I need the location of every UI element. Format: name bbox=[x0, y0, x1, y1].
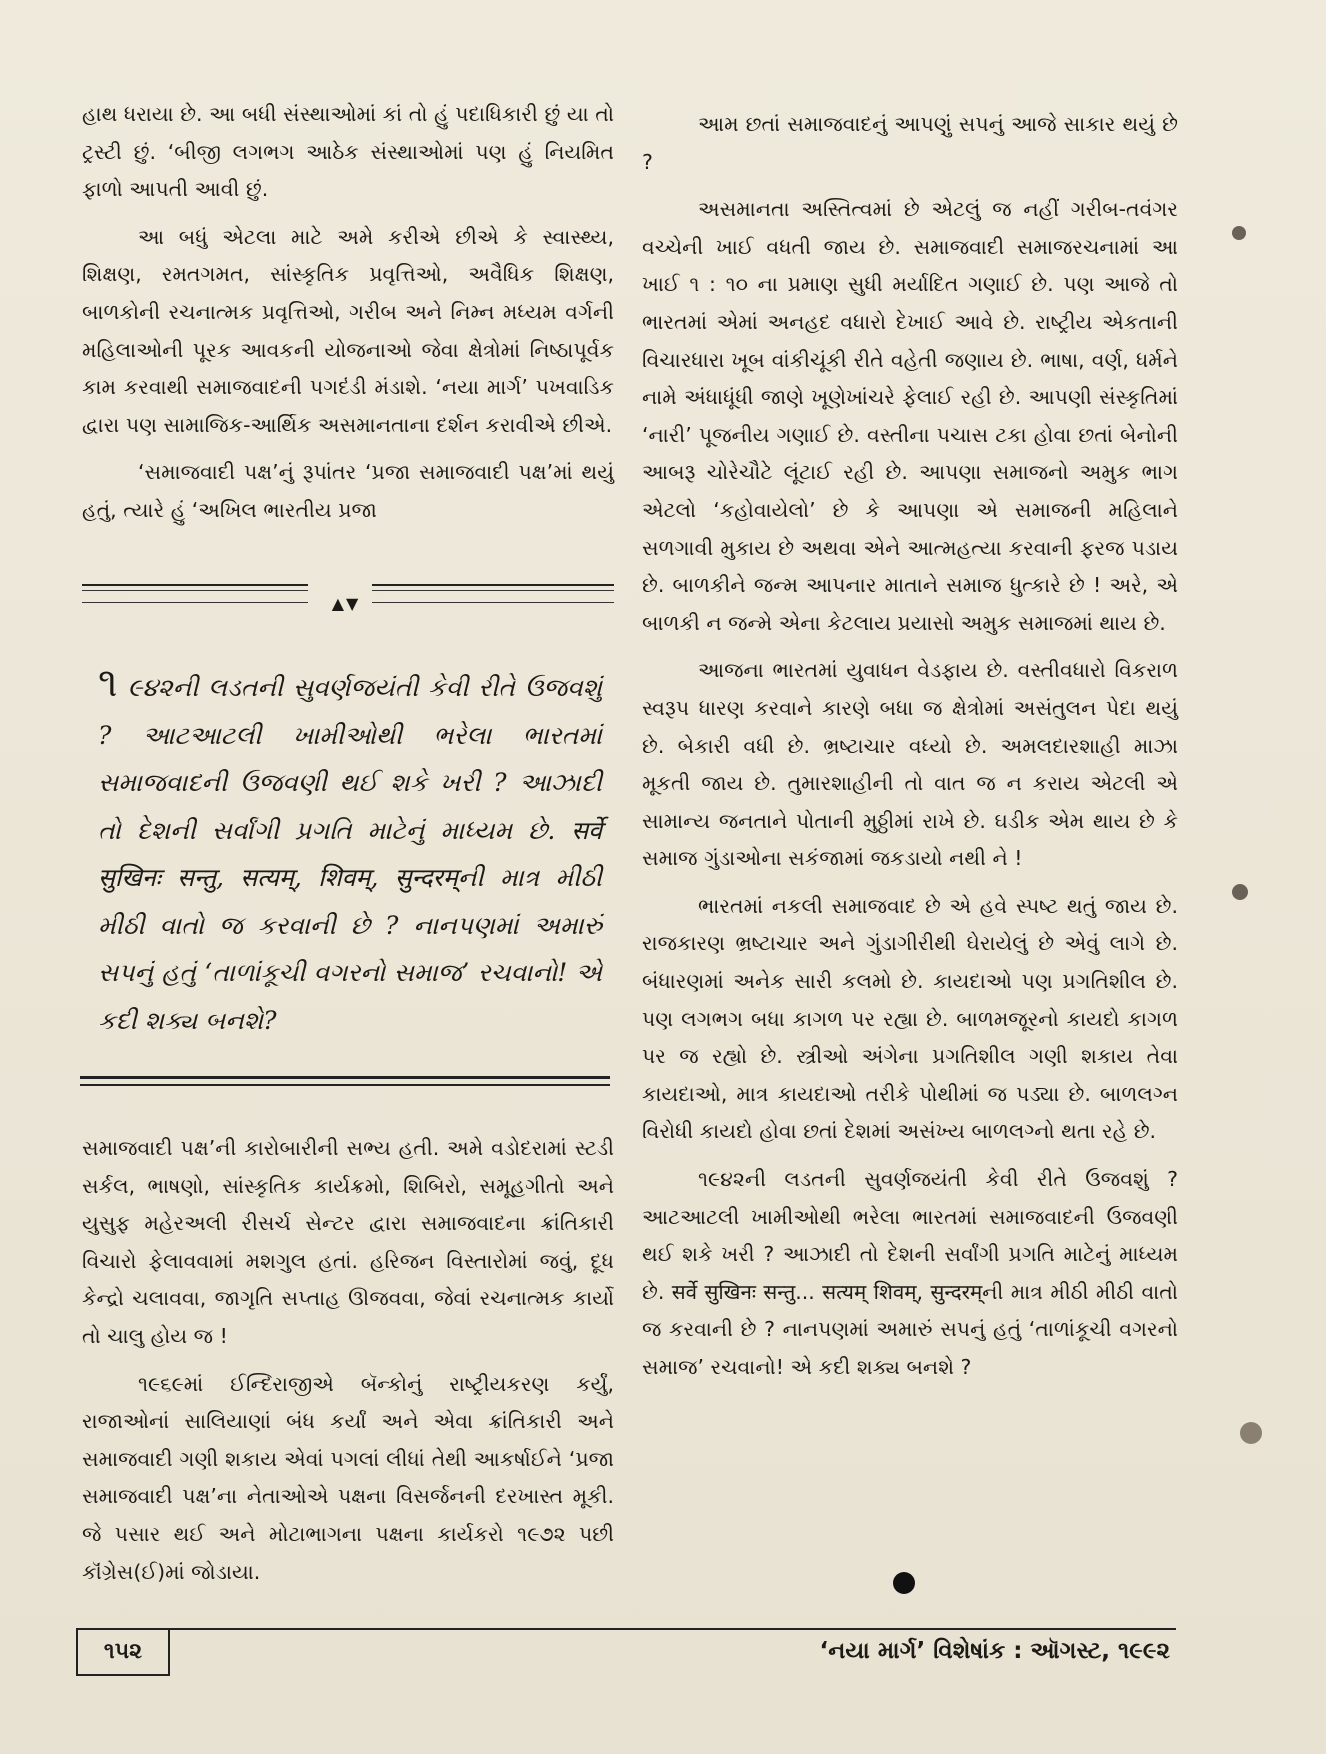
pull-quote-lead-digit: ૧ bbox=[98, 660, 118, 706]
right-paragraph-2: અસમાનતા અસ્તિત્વમાં છે એટલું જ નહીં ગરીબ-તવંગર વચ્ચેની ખાઈ વધતી જાય છે. સમાજવાદી સમાજરચનામાં આ ખાઈ ૧ : ૧૦ ના પ્રમાણ સુધી મર્યાદિત ગણાઈ છે. પણ આજે તો ભારતમાં એમાં અનહદ વધારો દેખાઈ આવે છે. રાષ્ટ્રીય એકતાની વિચારધારા ખૂબ વાંકીચૂંકી રીતે વહેતી જણાય છે. ભાષા, વર્ણ, ધર્મને નામે અંધાધૂંધી જાણે ખૂણેખાંચરે ફેલાઈ રહી છે. આપણી સંસ્કૃતિમાં ‘નારી’ પૂજનીય ગણાઈ છે. વસ્તીના પચાસ ટકા હોવા છતાં બેનોની આબરૂ ચોરેચૌટે લૂંટાઈ રહી છે. આપણા સમાજનો અમુક ભાગ એટલો ‘કહોવાયેલો’ છે કે આપણા એ સમાજની મહિલાને સળગાવી મુકાય છે અથવા એને આત્મહત્યા કરવાની ફરજ પડાય છે. બાળકીને જન્મ આપનાર માતાને સમાજ ધુત્કારે છે ! અરે, એ બાળકી ન જન્મે એના કેટલાય પ્રયાસો અમુક સમાજમાં થાય છે. bbox=[642, 197, 1178, 635]
paper-mark-1 bbox=[1232, 226, 1246, 240]
right-paragraph-1: આમ છતાં સમાજવાદનું આપણું સપનું આજે સાકાર થયું છે ? bbox=[642, 112, 1178, 174]
right-column bbox=[642, 106, 1178, 1397]
left-paragraph-3: ‘સમાજવાદી પક્ષ’નું રૂપાંતર ‘પ્રજા સમાજવાદી પક્ષ’માં થયું હતું, ત્યારે હું ‘અખિલ ભારતીય પ્રજા bbox=[82, 460, 614, 522]
divider-rule-right-lower bbox=[372, 602, 614, 603]
pull-quote-text: ૯૪૨ની લડતની સુવર્ણજયંતી કેવી રીતે ઉજવશું ? આટઆટલી ખામીઓથી ભરેલા ભારતમાં સમાજવાદની ઉજવણી થઈ શકે ખરી ? આઝાદી તો દેશની સર્વાંગી પ્રગતિ માટેનું માધ્યમ છે. सर्वे सुखिनः सन्तु, सत्यम्, शिवम्, सुन्दरम्ની માત્ર મીઠી મીઠી વાતો જ કરવાની છે ? નાનપણમાં અમારું સપનું હતું ‘તાળાંકૂચી વગરનો સમાજ’ રચવાનો! એ કદી શક્ય બનશે? bbox=[98, 673, 602, 1035]
right-paragraph-4: ભારતમાં નકલી સમાજવાદ છે એ હવે સ્પષ્ટ થતું જાય છે. રાજકારણ ભ્રષ્ટાચાર અને ગુંડાગીરીથી ઘેરાયેલું છે એવું લાગે છે. બંધારણમાં અનેક સારી કલમો છે. કાયદાઓ પણ પ્રગતિશીલ છે. પણ લગભગ બધા કાગળ પર રહ્યા છે. બાળમજૂરનો કાયદો કાગળ પર જ રહ્યો છે. સ્ત્રીઓ અંગેના પ્રગતિશીલ ગણી શકાય તેવા કાયદાઓ, માત્ર કાયદાઓ તરીકે પોથીમાં જ પડ્યા છે. બાળલગ્ન વિરોધી કાયદો હોવા છતાં દેશમાં અસંખ્ય બાળલગ્નો થતા રહે છે. bbox=[642, 893, 1178, 1144]
left-column-upper bbox=[82, 96, 614, 540]
right-paragraph-5: ૧૯૪૨ની લડતની સુવર્ણજયંતી કેવી રીતે ઉજવશું ? આટઆટલી ખામીઓથી ભરેલા ભારતમાં સમાજવાદની ઉજવણી થઈ શકે ખરી ? આઝાદી તો દેશની સર્વાંગી પ્રગતિ માટેનું માધ્યમ છે. सर्वे सुखिनः सन्तु... सत्यम् शिवम्, सुन्दरम्ની માત્ર મીઠી મીઠી વાતો જ કરવાની છે ? નાનપણમાં અમારું સપનું હતું ‘તાળાંકૂચી વગરનો સમાજ’ રચવાનો! એ કદી શક્ય બનશે ? bbox=[642, 1167, 1178, 1379]
paper-mark-2 bbox=[1232, 884, 1248, 900]
end-mark-bullet-icon bbox=[893, 1572, 915, 1594]
publication-title: ‘નયા માર્ગ’ વિશેષાંક : ઑગસ્ટ, ૧૯૯૨ bbox=[819, 1638, 1170, 1664]
quote-rule-top bbox=[80, 1076, 610, 1079]
left-paragraph-4: સમાજવાદી પક્ષ’ની કારોબારીની સભ્ય હતી. અમે વડોદરામાં સ્ટડી સર્કલ, ભાષણો, સાંસ્કૃતિક કાર્યક્રમો, શિબિરો, સમૂહગીતો અને યુસુફ મહેરઅલી રીસર્ચ સેન્ટર દ્વારા સમાજવાદના ક્રાંતિકારી વિચારો ફેલાવવામાં મશગુલ હતાં. હરિજન વિસ્તારોમાં જવું, દૂધ કેન્દ્રો ચલાવવા, જાગૃતિ સપ્તાહ ઊજવવા, જેવાં રચનાત્મક કાર્યો તો ચાલુ હોય જ ! bbox=[82, 1136, 614, 1348]
left-column-lower bbox=[82, 1130, 614, 1601]
footer-rule bbox=[76, 1628, 1176, 1630]
divider-rule-left-lower bbox=[82, 602, 308, 603]
divider-rule-right-bottom bbox=[372, 590, 614, 591]
quote-rule-bottom bbox=[80, 1084, 610, 1086]
right-paragraph-3: આજના ભારતમાં યુવાધન વેડફાય છે. વસ્તીવધારો વિકરાળ સ્વરૂપ ધારણ કરવાને કારણે બધા જ ક્ષેત્રોમાં અસંતુલન પેદા થયું છે. બેકારી વધી છે. ભ્રષ્ટાચાર વધ્યો છે. અમલદારશાહી માઝા મૂકતી જાય છે. તુમારશાહીની તો વાત જ ન કરાય એટલી એ સામાન્ય જનતાને પોતાની મુઠ્ઠીમાં રાખે છે. ઘડીક એમ થાય છે કે સમાજ ગુંડાઓના સકંજામાં જકડાયો નથી ને ! bbox=[642, 658, 1178, 871]
left-paragraph-5: ૧૯૬૯માં ઈન્દિરાજીએ બૅન્કોનું રાષ્ટ્રીયકરણ કર્યું, રાજાઓનાં સાલિયાણાં બંધ કર્યાં અને એવા ક્રાંતિકારી અને સમાજવાદી ગણી શકાય એવાં પગલાં લીધાં તેથી આકર્ષાઈને ‘પ્રજા સમાજવાદી પક્ષ’ના નેતાઓએ પક્ષના વિસર્જનની દરખાસ્ત મૂકી. જે પસાર થઈ અને મોટાભાગના પક્ષના કાર્યકરો ૧૯૭૨ પછી કૉંગ્રેસ(ઈ)માં જોડાયા. bbox=[82, 1371, 614, 1584]
divider-arrows-icon: ▲▼ bbox=[331, 594, 361, 613]
left-paragraph-1: હાથ ધરાયા છે. આ બધી સંસ્થાઓમાં કાં તો હું પદાધિકારી છું યા તો ટ્રસ્ટી છું. ‘બીજી લગભગ આઠેક સંસ્થાઓમાં પણ હું નિયમિત ફાળો આપતી આવી છું. bbox=[82, 102, 614, 202]
divider-rule-left-top bbox=[82, 584, 308, 586]
page-number: ૧૫૨ bbox=[76, 1630, 170, 1676]
pull-quote bbox=[98, 660, 602, 1044]
paper-mark-3 bbox=[1240, 1422, 1262, 1444]
section-divider bbox=[82, 576, 614, 616]
left-paragraph-2: આ બધું એટલા માટે અમે કરીએ છીએ કે સ્વાસ્થ્ય, શિક્ષણ, રમતગમત, સાંસ્કૃતિક પ્રવૃત્તિઓ, અવૈધિક શિક્ષણ, બાળકોની રચનાત્મક પ્રવૃત્તિઓ, ગરીબ અને નિમ્ન મધ્યમ વર્ગની મહિલાઓની પૂરક આવકની યોજનાઓ જેવા ક્ષેત્રોમાં નિષ્ઠાપૂર્વક કામ કરવાથી સમાજવાદની પગદંડી મંડાશે. ‘નયા માર્ગ’ પખવાડિક દ્વારા પણ સામાજિક-આર્થિક અસમાનતાના દર્શન કરાવીએ છીએ. bbox=[82, 224, 614, 437]
divider-rule-right-top bbox=[372, 584, 614, 586]
divider-rule-left-bottom bbox=[82, 590, 308, 591]
